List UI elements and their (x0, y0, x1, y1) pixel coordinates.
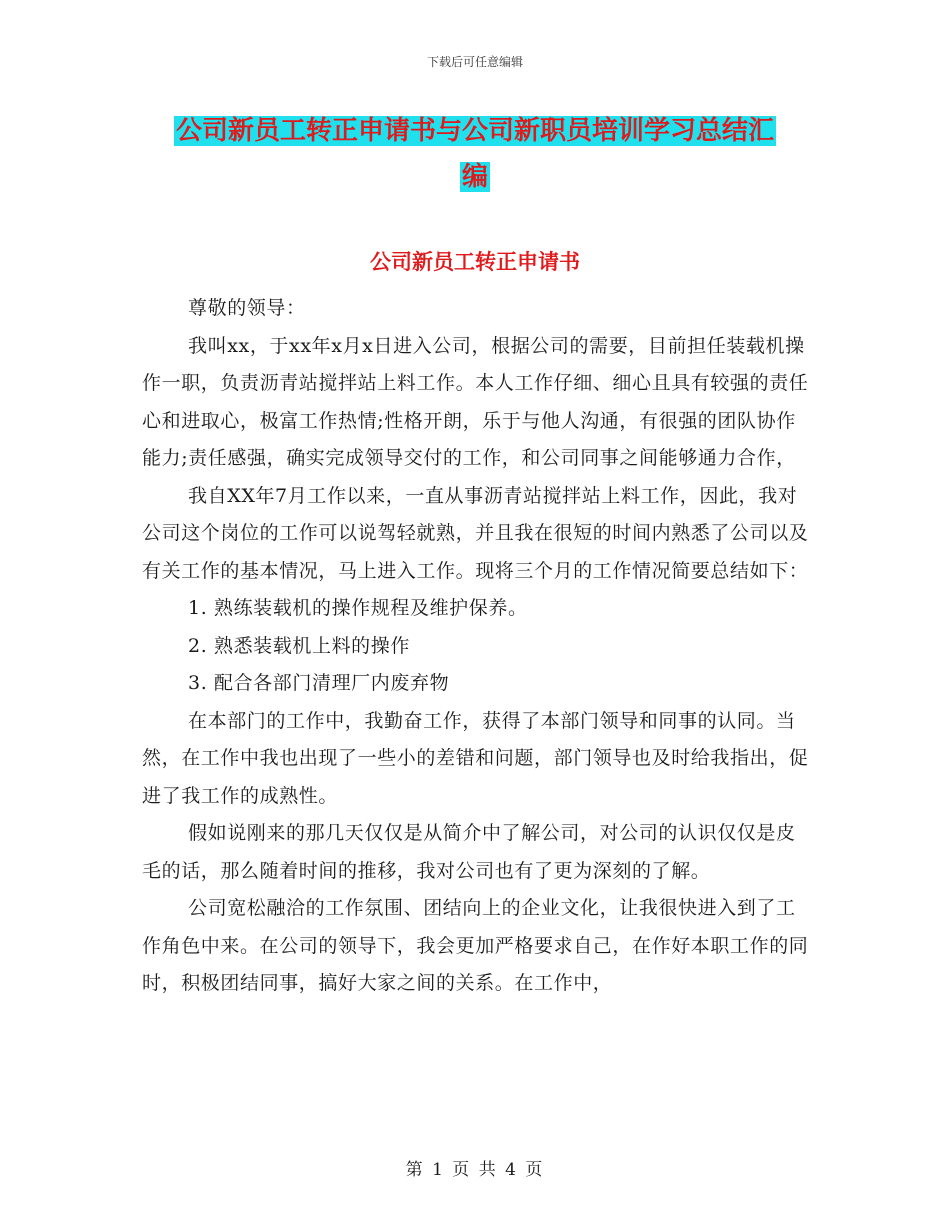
document-body (142, 290, 814, 1003)
paragraph: 在本部门的工作中，我勤奋工作，获得了本部门领导和同事的认同。当然，在工作中我也出现了一些小的差错和问题，部门领导也及时给我指出，促进了我工作的成熟性。 (142, 709, 809, 807)
header-note: 下载后可任意编辑 (426, 55, 523, 69)
salutation: 尊敬的领导： (188, 297, 306, 319)
paragraph: 公司宽松融洽的工作氛围、团结向上的企业文化，让我很快进入到了工作角色中来。在公司的领导下，我会更加严格要求自己，在作好本职工作的同时，积极团结同事，搞好大家之间的关系。在工作中， (142, 897, 809, 994)
document-title (140, 108, 810, 200)
page-footer: 第 1 页 共 4 页 (405, 1160, 545, 1180)
document-title-line2: 编 (461, 162, 488, 192)
list-item: 1. 熟练装载机的操作规程及维护保养。 (188, 597, 528, 619)
paragraph: 我叫xx，于xx年x月x日进入公司，根据公司的需要，目前担任装载机操作一职，负责沥青站搅拌站上料工作。本人工作仔细、细心且具有较强的责任心和进取心，极富工作热情;性格开朗，乐于与他人沟通，有很强的团队协作能力;责任感强，确实完成领导交付的工作，和公司同事之间能够通力合作， (142, 334, 809, 469)
document-title-line1: 公司新员工转正申请书与公司新职员培训学习总结汇 (175, 116, 774, 146)
paragraph: 假如说刚来的那几天仅仅是从简介中了解公司，对公司的认识仅仅是皮毛的话，那么随着时间的推移，我对公司也有了更为深刻的了解。 (142, 822, 796, 882)
list-item: 3. 配合各部门清理厂内废弃物 (188, 672, 450, 694)
paragraph: 我自XX年7月工作以来，一直从事沥青站搅拌站上料工作，因此，我对公司这个岗位的工作可以说驾轻就熟，并且我在很短的时间内熟悉了公司以及有关工作的基本情况，马上进入工作。现将三个月的工作情况简要总结如下： (142, 484, 809, 582)
section-title: 公司新员工转正申请书 (370, 250, 580, 274)
list-item: 2. 熟悉装载机上料的操作 (188, 634, 410, 657)
